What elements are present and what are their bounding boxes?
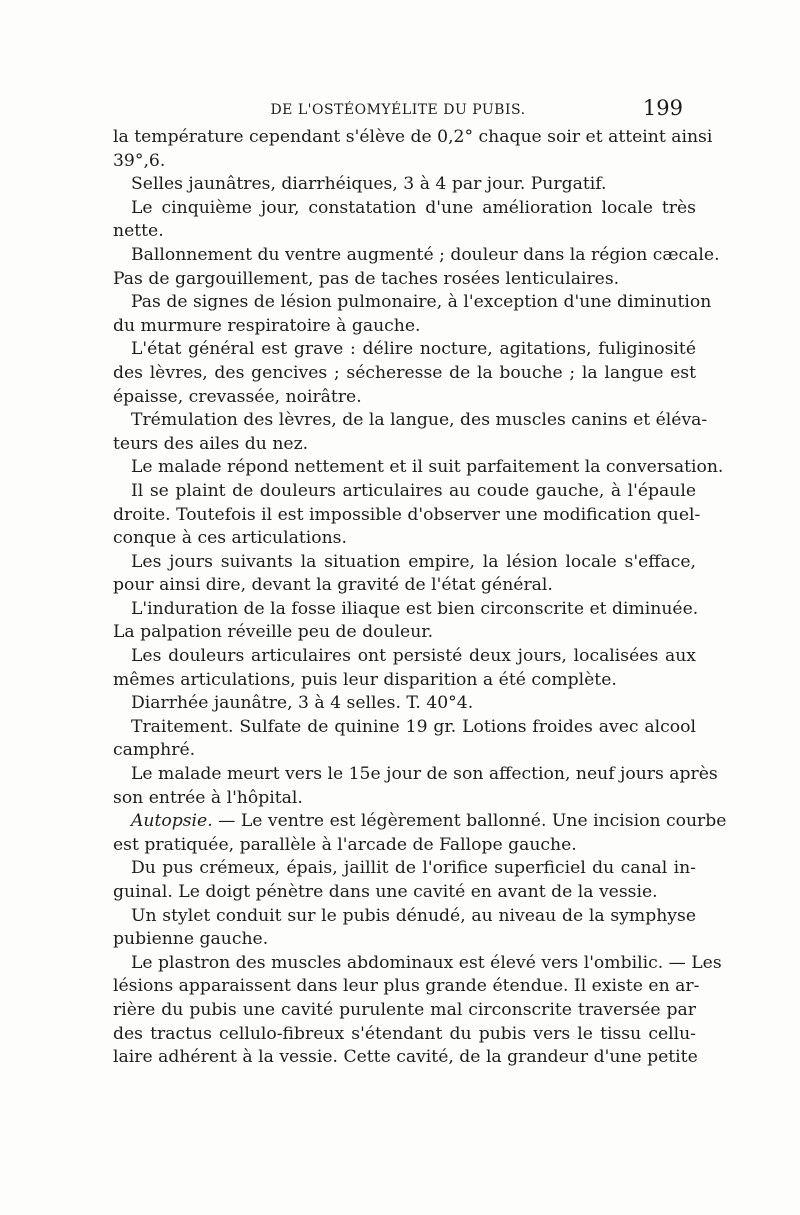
- text-line-content: rière du pubis une cavité purulente mal circonscrite traversée par: [113, 999, 696, 1020]
- text-line-content: Le ventre est légèrement ballonné. Une incision courbe: [240, 811, 727, 832]
- text-line: [113, 315, 696, 339]
- text-line: [113, 220, 696, 244]
- text-line-content: teurs des ailes du nez.: [113, 433, 309, 454]
- text-line: [113, 881, 696, 905]
- text-line-content: du murmure respiratoire à gauche.: [113, 315, 421, 336]
- text-line-content: nette.: [113, 221, 164, 242]
- text-line-content: son entrée à l'hôpital.: [113, 787, 303, 808]
- text-line-content: L'induration de la fosse iliaque est bien circonscrite et diminuée.: [131, 598, 699, 619]
- text-line-content: Pas de signes de lésion pulmonaire, à l'exception d'une diminution: [131, 292, 712, 313]
- text-line-content: droite. Toutefois il est impossible d'observer une modification quel-: [113, 504, 701, 525]
- text-line: [113, 621, 696, 645]
- section-lead: Autopsie. —: [131, 811, 241, 832]
- text-line-content: camphré.: [113, 740, 196, 761]
- text-line-content: Le malade meurt vers le 15e jour de son affection, neuf jours après: [131, 764, 718, 785]
- text-line-content: Le malade répond nettement et il suit parfaitement la conversation.: [131, 457, 724, 478]
- text-line: [113, 574, 696, 598]
- text-line: [113, 409, 708, 433]
- text-line: [113, 173, 696, 197]
- text-line: [113, 598, 699, 622]
- text-line-content: Du pus crémeux, épais, jaillit de l'orifice superficiel du canal in-: [131, 858, 696, 879]
- text-line-content: guinal. Le doigt pénètre dans une cavité en avant de la vessie.: [113, 882, 658, 902]
- text-line: [113, 480, 696, 504]
- text-line-content: La palpation réveille peu de douleur.: [113, 622, 434, 643]
- text-line-content: laire adhérent à la vessie. Cette cavité, de la grandeur d'une petite: [113, 1047, 698, 1068]
- text-line-content: lésions apparaissent dans leur plus grande étendue. Il existe en ar-: [113, 976, 700, 997]
- body-text: [113, 126, 727, 1070]
- text-line-content: Pas de gargouillement, pas de taches rosées lenticulaires.: [113, 268, 620, 289]
- running-title: DE L'OSTÉOMYÉLITE DU PUBIS.: [270, 102, 526, 118]
- text-line-content: des lèvres, des gencives ; sécheresse de la bouche ; la langue est: [113, 362, 696, 383]
- text-line: [113, 268, 696, 292]
- text-line-content: épaisse, crevassée, noirâtre.: [113, 386, 362, 407]
- text-line: [113, 975, 700, 999]
- text-line-content: Les douleurs articulaires ont persisté deux jours, localisées aux: [131, 646, 696, 667]
- text-line: [113, 527, 696, 551]
- text-line: [113, 999, 696, 1023]
- text-line-content: Les jours suivants la situation empire, la lésion locale s'efface,: [131, 551, 696, 572]
- text-line: [113, 834, 696, 858]
- text-line-content: des tractus cellulo-fibreux s'étendant du pubis vers le tissu cellu-: [113, 1023, 696, 1044]
- text-line: [113, 952, 722, 976]
- text-line: [113, 338, 696, 362]
- text-line-content: Trémulation des lèvres, de la langue, des muscles canins et éléva-: [131, 410, 708, 431]
- text-line-content: est pratiquée, parallèle à l'arcade de Fallope gauche.: [113, 834, 577, 855]
- text-line: [113, 928, 696, 952]
- text-line: [113, 244, 720, 268]
- text-line: [113, 197, 696, 221]
- text-line: [113, 787, 696, 811]
- text-line: [113, 905, 696, 929]
- text-line-content: Selles jaunâtres, diarrhéiques, 3 à 4 par jour. Purgatif.: [131, 174, 607, 195]
- text-line-content: conque à ces articulations.: [113, 528, 347, 549]
- page-number: 199: [642, 96, 683, 120]
- text-line-content: Il se plaint de douleurs articulaires au coude gauche, à l'épaule: [131, 480, 696, 501]
- text-line: [113, 362, 696, 386]
- text-line: [113, 716, 696, 740]
- text-line: [113, 150, 696, 174]
- text-line: [113, 857, 696, 881]
- text-line: [113, 1046, 696, 1070]
- text-line: [113, 291, 712, 315]
- text-line-content: Le cinquième jour, constatation d'une amélioration locale très: [131, 197, 696, 218]
- text-line-content: Ballonnement du ventre augmenté ; douleur dans la région cæcale.: [131, 244, 720, 265]
- text-line: [113, 126, 713, 150]
- text-line-content: 39°,6.: [113, 150, 166, 171]
- text-line-content: Un stylet conduit sur le pubis dénudé, au niveau de la symphyse: [131, 905, 696, 926]
- text-line-content: la température cependant s'élève de 0,2° chaque soir et atteint ainsi: [113, 127, 713, 147]
- running-head: [113, 96, 683, 124]
- text-line-content: pubienne gauche.: [113, 929, 269, 950]
- text-line: [113, 504, 701, 528]
- text-line-content: Le plastron des muscles abdominaux est élevé vers l'ombilic. — Les: [131, 952, 722, 973]
- text-line: [113, 1023, 696, 1047]
- text-line-content: L'état général est grave : délire nocture, agitations, fuliginosité: [131, 339, 696, 360]
- text-line-content: mêmes articulations, puis leur disparition a été complète.: [113, 669, 617, 690]
- text-line-content: Traitement. Sulfate de quinine 19 gr. Lotions froides avec alcool: [131, 716, 696, 737]
- text-line-content: pour ainsi dire, devant la gravité de l'état général.: [113, 575, 553, 596]
- text-line-content: Diarrhée jaunâtre, 3 à 4 selles. T. 40°4.: [131, 693, 474, 714]
- text-line: [113, 645, 696, 669]
- text-line: [113, 763, 718, 787]
- text-line: [113, 669, 696, 693]
- text-line: [113, 456, 724, 480]
- text-line: [113, 433, 696, 457]
- text-line: [113, 692, 696, 716]
- text-line: [113, 386, 696, 410]
- text-line: [113, 739, 696, 763]
- text-line: [113, 810, 727, 834]
- text-line: [113, 551, 696, 575]
